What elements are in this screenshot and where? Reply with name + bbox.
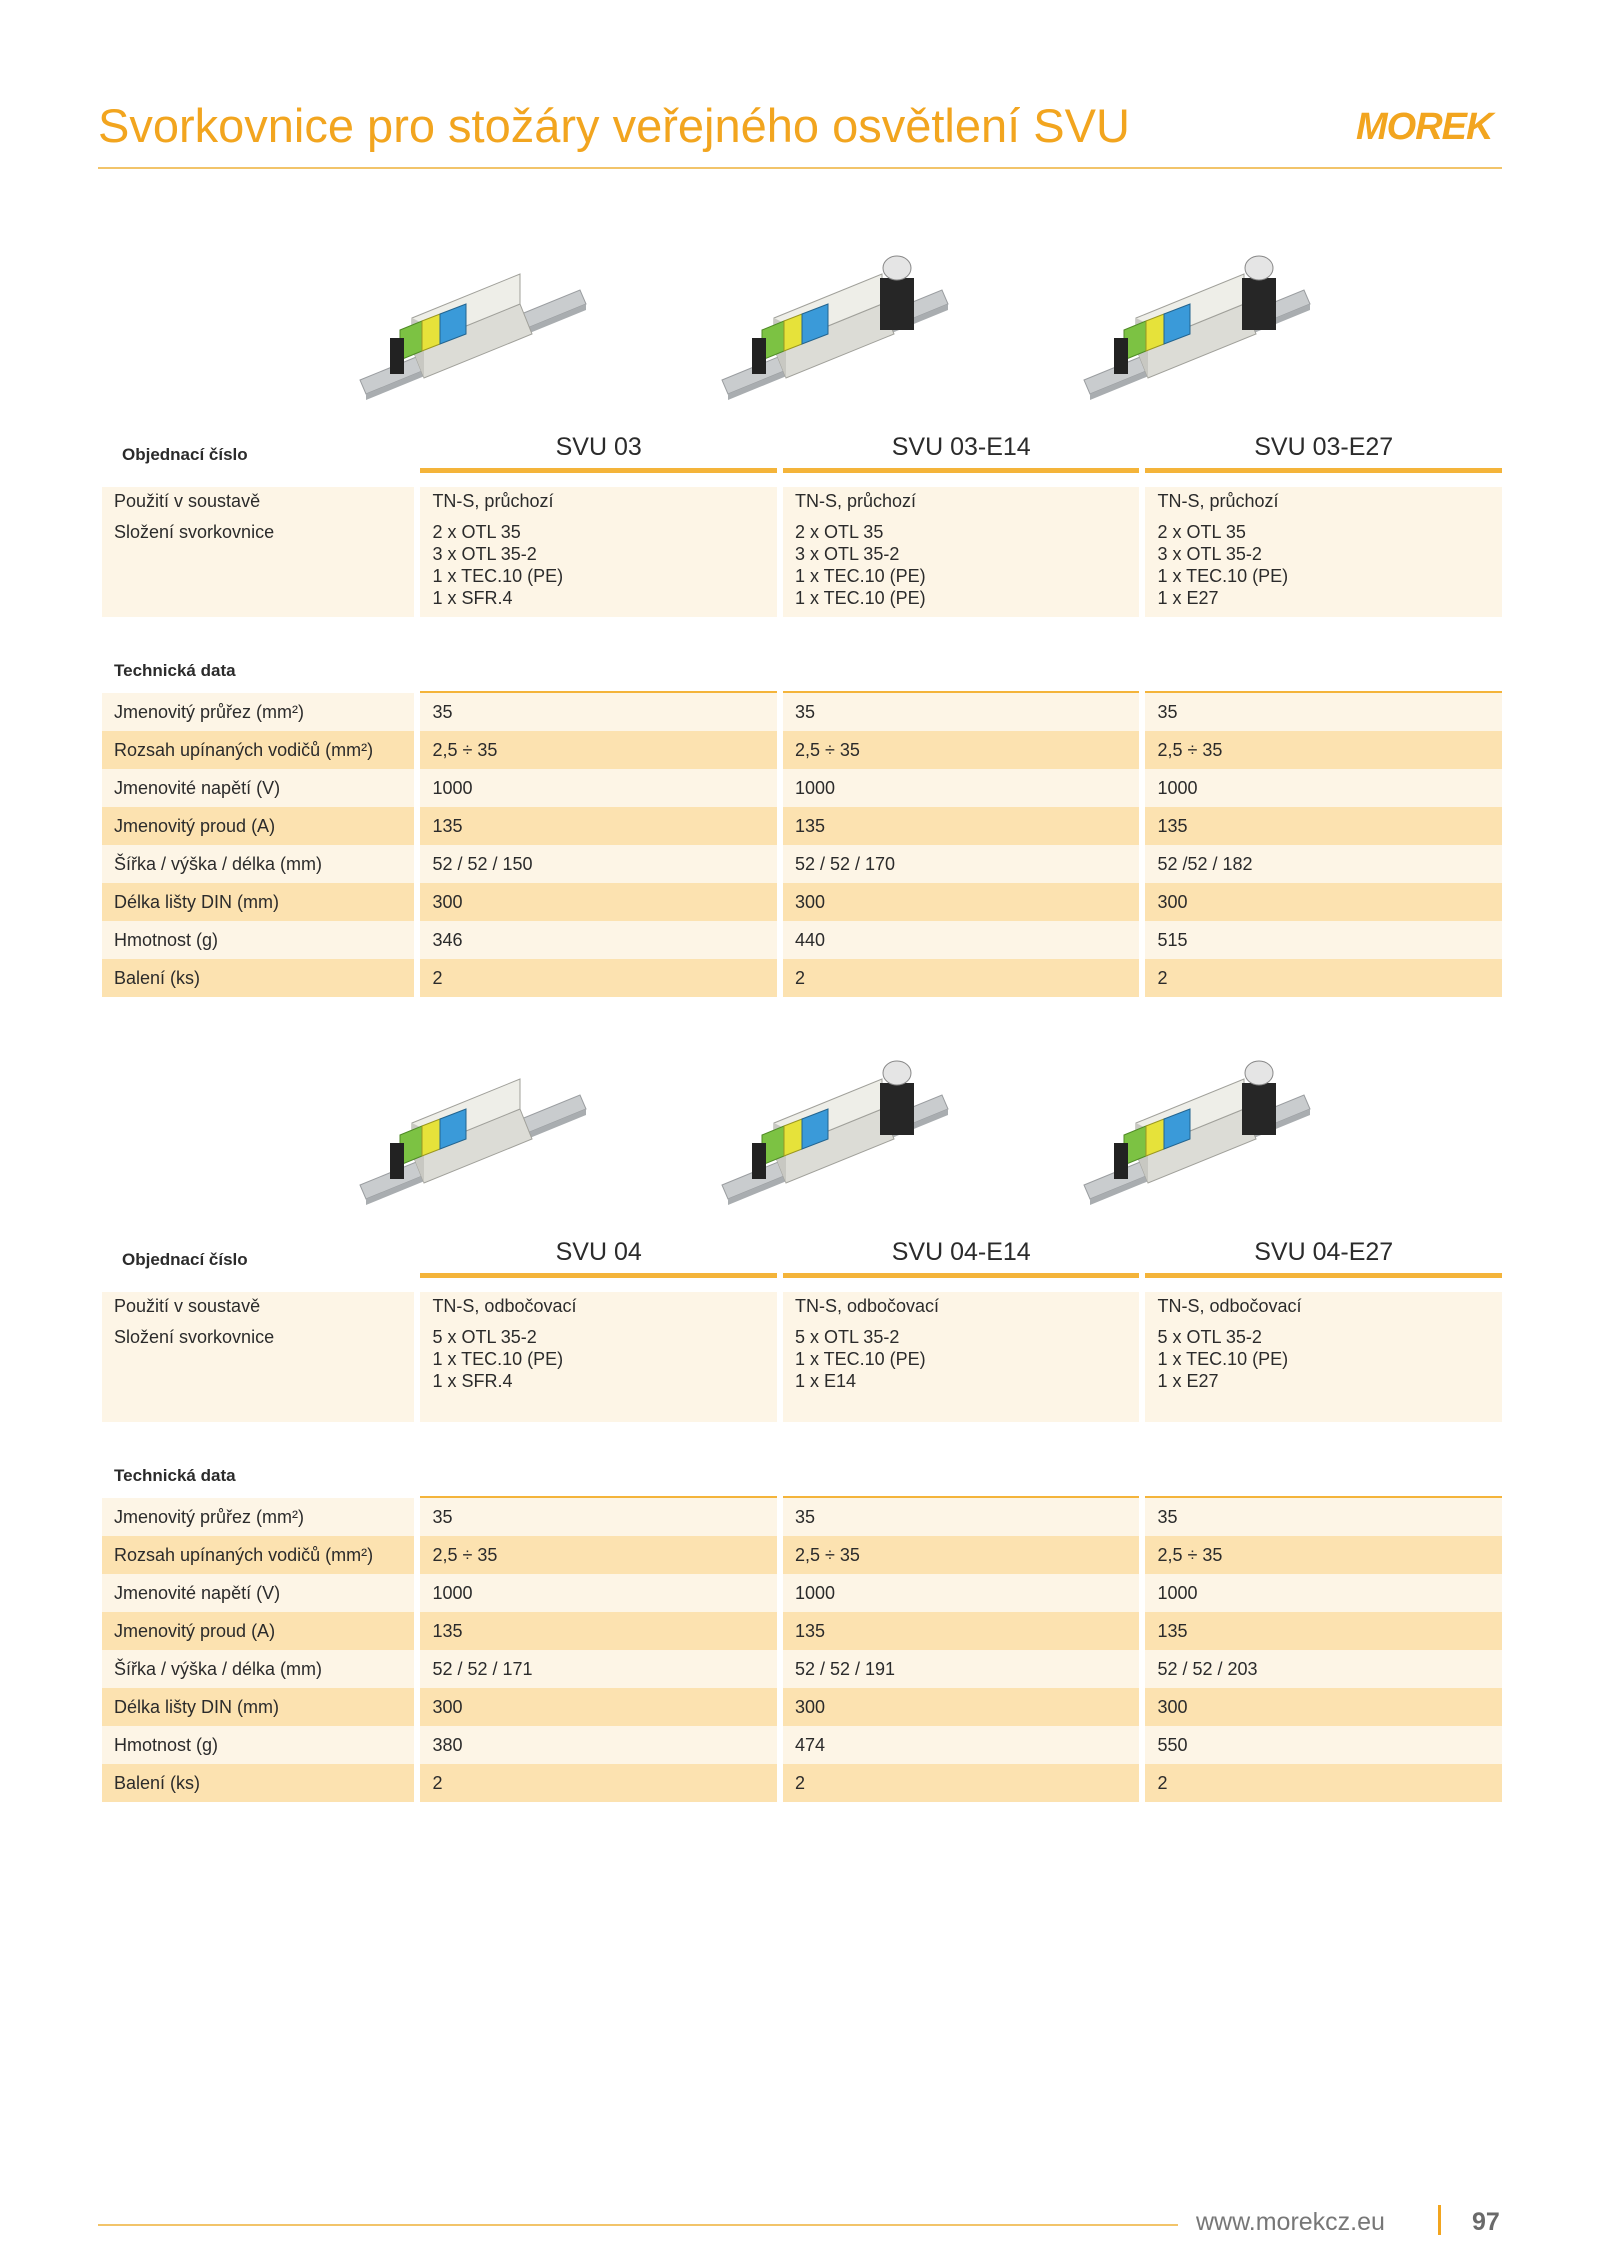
tech-value: 52 / 52 / 203 — [1145, 1650, 1502, 1688]
composition-line: 5 x OTL 35-2 — [1157, 1327, 1262, 1347]
composition-line: 1 x E27 — [1157, 588, 1219, 608]
usage-value: TN-S, průchozí — [783, 487, 1140, 521]
tech-label: Jmenovité napětí (V) — [102, 769, 414, 807]
usage-value: TN-S, průchozí — [1145, 487, 1502, 521]
tech-label: Délka lišty DIN (mm) — [102, 883, 414, 921]
tech-value: 2,5 ÷ 35 — [420, 731, 777, 769]
tech-value: 1000 — [420, 769, 777, 807]
composition-line: 1 x TEC.10 (PE) — [432, 1349, 564, 1369]
product-images-row — [102, 1025, 1502, 1225]
product-image — [1066, 220, 1326, 420]
composition-value — [783, 521, 1140, 617]
product-image — [1066, 1025, 1326, 1225]
usage-label: Použití v soustavě — [102, 1292, 414, 1326]
usage-value: TN-S, odbočovací — [783, 1292, 1140, 1326]
tech-value: 300 — [1145, 1688, 1502, 1726]
tech-label: Jmenovitý proud (A) — [102, 1612, 414, 1650]
tech-label: Hmotnost (g) — [102, 1726, 414, 1764]
tech-label: Jmenovitý průřez (mm²) — [102, 1498, 414, 1536]
tech-value: 300 — [1145, 883, 1502, 921]
composition-line: 1 x TEC.10 (PE) — [794, 1349, 926, 1369]
tech-value: 2 — [783, 959, 1140, 997]
tech-label: Šířka / výška / délka (mm) — [102, 1650, 414, 1688]
tech-value: 52 / 52 / 171 — [420, 1650, 777, 1688]
product-name: SVU 04 — [420, 1225, 777, 1278]
tech-label: Šířka / výška / délka (mm) — [102, 845, 414, 883]
composition-line: 1 x E14 — [794, 1371, 856, 1391]
composition-line: 2 x OTL 35 — [794, 522, 884, 542]
tech-value: 35 — [1145, 693, 1502, 731]
usage-row — [102, 487, 1502, 521]
spec-table — [96, 420, 1508, 997]
tech-data-heading-row — [102, 617, 1502, 693]
terminal-block-fuse-icon — [1066, 1025, 1326, 1225]
composition-line: 1 x TEC.10 (PE) — [1157, 1349, 1289, 1369]
tech-value: 380 — [420, 1726, 777, 1764]
tech-value: 1000 — [1145, 1574, 1502, 1612]
tech-value: 135 — [420, 807, 777, 845]
usage-value: TN-S, odbočovací — [1145, 1292, 1502, 1326]
tech-row — [102, 959, 1502, 997]
composition-value — [1145, 521, 1502, 617]
product-name: SVU 04-E14 — [783, 1225, 1140, 1278]
tech-label: Jmenovité napětí (V) — [102, 1574, 414, 1612]
product-image — [704, 220, 964, 420]
tech-value: 2 — [1145, 1764, 1502, 1802]
usage-value: TN-S, odbočovací — [420, 1292, 777, 1326]
tech-value: 135 — [783, 1612, 1140, 1650]
tech-value: 52 /52 / 182 — [1145, 845, 1502, 883]
composition-line: 5 x OTL 35-2 — [432, 1327, 537, 1347]
tech-row — [102, 731, 1502, 769]
product-name: SVU 04-E27 — [1145, 1225, 1502, 1278]
composition-row — [102, 1326, 1502, 1422]
tech-value: 2,5 ÷ 35 — [1145, 1536, 1502, 1574]
products-section-svu03 — [102, 220, 1502, 997]
tech-label: Hmotnost (g) — [102, 921, 414, 959]
tech-label: Rozsah upínaných vodičů (mm²) — [102, 731, 414, 769]
composition-line: 2 x OTL 35 — [1157, 522, 1246, 542]
tech-value: 474 — [783, 1726, 1140, 1764]
order-number-label: Objednací číslo — [122, 1250, 248, 1269]
page-number: 97 — [1472, 2208, 1500, 2236]
tech-row — [102, 693, 1502, 731]
composition-line: 5 x OTL 35-2 — [794, 1327, 900, 1347]
tech-value: 515 — [1145, 921, 1502, 959]
tech-row — [102, 807, 1502, 845]
title-divider — [98, 167, 1502, 169]
composition-line: 3 x OTL 35-2 — [1157, 544, 1262, 564]
brand-logo: MOREK — [1356, 106, 1493, 148]
tech-value: 135 — [783, 807, 1140, 845]
tech-row — [102, 1726, 1502, 1764]
terminal-block-fuse-icon — [704, 220, 964, 420]
tech-value: 35 — [420, 1498, 777, 1536]
tech-data-title: Technická data — [114, 661, 236, 680]
composition-value — [420, 521, 777, 617]
terminal-block-fuse-icon — [1066, 220, 1326, 420]
tech-value: 1000 — [783, 769, 1140, 807]
tech-row — [102, 1764, 1502, 1802]
product-images-row — [102, 220, 1502, 420]
composition-value — [420, 1326, 777, 1422]
tech-data-title: Technická data — [114, 1466, 236, 1485]
tech-label: Rozsah upínaných vodičů (mm²) — [102, 1536, 414, 1574]
tech-value: 300 — [420, 883, 777, 921]
composition-line: 1 x SFR.4 — [432, 588, 513, 608]
product-image — [704, 1025, 964, 1225]
product-name: SVU 03-E27 — [1145, 420, 1502, 473]
tech-value: 1000 — [1145, 769, 1502, 807]
tech-row — [102, 921, 1502, 959]
tech-value: 2 — [420, 1764, 777, 1802]
tech-value: 135 — [420, 1612, 777, 1650]
tech-value: 300 — [783, 883, 1140, 921]
composition-label: Složení svorkovnice — [102, 1326, 414, 1422]
tech-row — [102, 1536, 1502, 1574]
composition-line: 1 x TEC.10 (PE) — [432, 566, 564, 586]
tech-data-heading-row — [102, 1422, 1502, 1498]
composition-value — [783, 1326, 1140, 1422]
terminal-block-fuse-icon — [704, 1025, 964, 1225]
product-image — [342, 1025, 602, 1225]
composition-line: 1 x SFR.4 — [432, 1371, 513, 1391]
tech-row — [102, 883, 1502, 921]
usage-value: TN-S, průchozí — [420, 487, 777, 521]
tech-value: 550 — [1145, 1726, 1502, 1764]
tech-row — [102, 1574, 1502, 1612]
tech-value: 135 — [1145, 807, 1502, 845]
footer-separator — [1438, 2205, 1441, 2235]
tech-value: 1000 — [783, 1574, 1140, 1612]
product-image — [342, 220, 602, 420]
tech-value: 35 — [783, 693, 1140, 731]
terminal-block-rail-icon — [342, 220, 602, 420]
tech-value: 300 — [420, 1688, 777, 1726]
tech-value: 35 — [1145, 1498, 1502, 1536]
spec-table — [96, 1225, 1508, 1802]
products-section-svu04 — [102, 1025, 1502, 1802]
tech-row — [102, 1498, 1502, 1536]
tech-row — [102, 1688, 1502, 1726]
composition-value — [1145, 1326, 1502, 1422]
tech-value: 52 / 52 / 191 — [783, 1650, 1140, 1688]
tech-value: 2 — [420, 959, 777, 997]
order-number-label: Objednací číslo — [122, 445, 248, 464]
tech-value: 346 — [420, 921, 777, 959]
composition-line: 1 x E27 — [1157, 1371, 1219, 1391]
composition-label: Složení svorkovnice — [102, 521, 414, 617]
tech-value: 35 — [420, 693, 777, 731]
tech-value: 135 — [1145, 1612, 1502, 1650]
order-number-row — [102, 1225, 1502, 1278]
tech-value: 2,5 ÷ 35 — [1145, 731, 1502, 769]
product-name: SVU 03 — [420, 420, 777, 473]
order-number-row — [102, 420, 1502, 473]
tech-row — [102, 1612, 1502, 1650]
tech-label: Jmenovitý průřez (mm²) — [102, 693, 414, 731]
tech-value: 2,5 ÷ 35 — [783, 1536, 1140, 1574]
composition-line: 1 x TEC.10 (PE) — [794, 566, 926, 586]
usage-label: Použití v soustavě — [102, 487, 414, 521]
composition-line: 3 x OTL 35-2 — [432, 544, 537, 564]
tech-label: Balení (ks) — [102, 1764, 414, 1802]
composition-line: 1 x TEC.10 (PE) — [794, 588, 926, 608]
tech-label: Jmenovitý proud (A) — [102, 807, 414, 845]
tech-value: 1000 — [420, 1574, 777, 1612]
page-title: Svorkovnice pro stožáry veřejného osvětlení SVU — [98, 99, 1130, 152]
footer-divider — [98, 2224, 1178, 2226]
tech-value: 2 — [783, 1764, 1140, 1802]
composition-line: 1 x TEC.10 (PE) — [1157, 566, 1289, 586]
product-name: SVU 03-E14 — [783, 420, 1140, 473]
tech-value: 35 — [783, 1498, 1140, 1536]
tech-value: 440 — [783, 921, 1140, 959]
tech-value: 2 — [1145, 959, 1502, 997]
tech-row — [102, 1650, 1502, 1688]
tech-value: 2,5 ÷ 35 — [420, 1536, 777, 1574]
terminal-block-rail-icon — [342, 1025, 602, 1225]
tech-label: Balení (ks) — [102, 959, 414, 997]
tech-value: 52 / 52 / 170 — [783, 845, 1140, 883]
tech-value: 52 / 52 / 150 — [420, 845, 777, 883]
tech-value: 300 — [783, 1688, 1140, 1726]
composition-line: 3 x OTL 35-2 — [794, 544, 900, 564]
tech-label: Délka lišty DIN (mm) — [102, 1688, 414, 1726]
usage-row — [102, 1292, 1502, 1326]
composition-line: 2 x OTL 35 — [432, 522, 521, 542]
tech-row — [102, 769, 1502, 807]
tech-value: 2,5 ÷ 35 — [783, 731, 1140, 769]
tech-row — [102, 845, 1502, 883]
footer-url[interactable]: www.morekcz.eu — [1196, 2208, 1385, 2236]
composition-row — [102, 521, 1502, 617]
